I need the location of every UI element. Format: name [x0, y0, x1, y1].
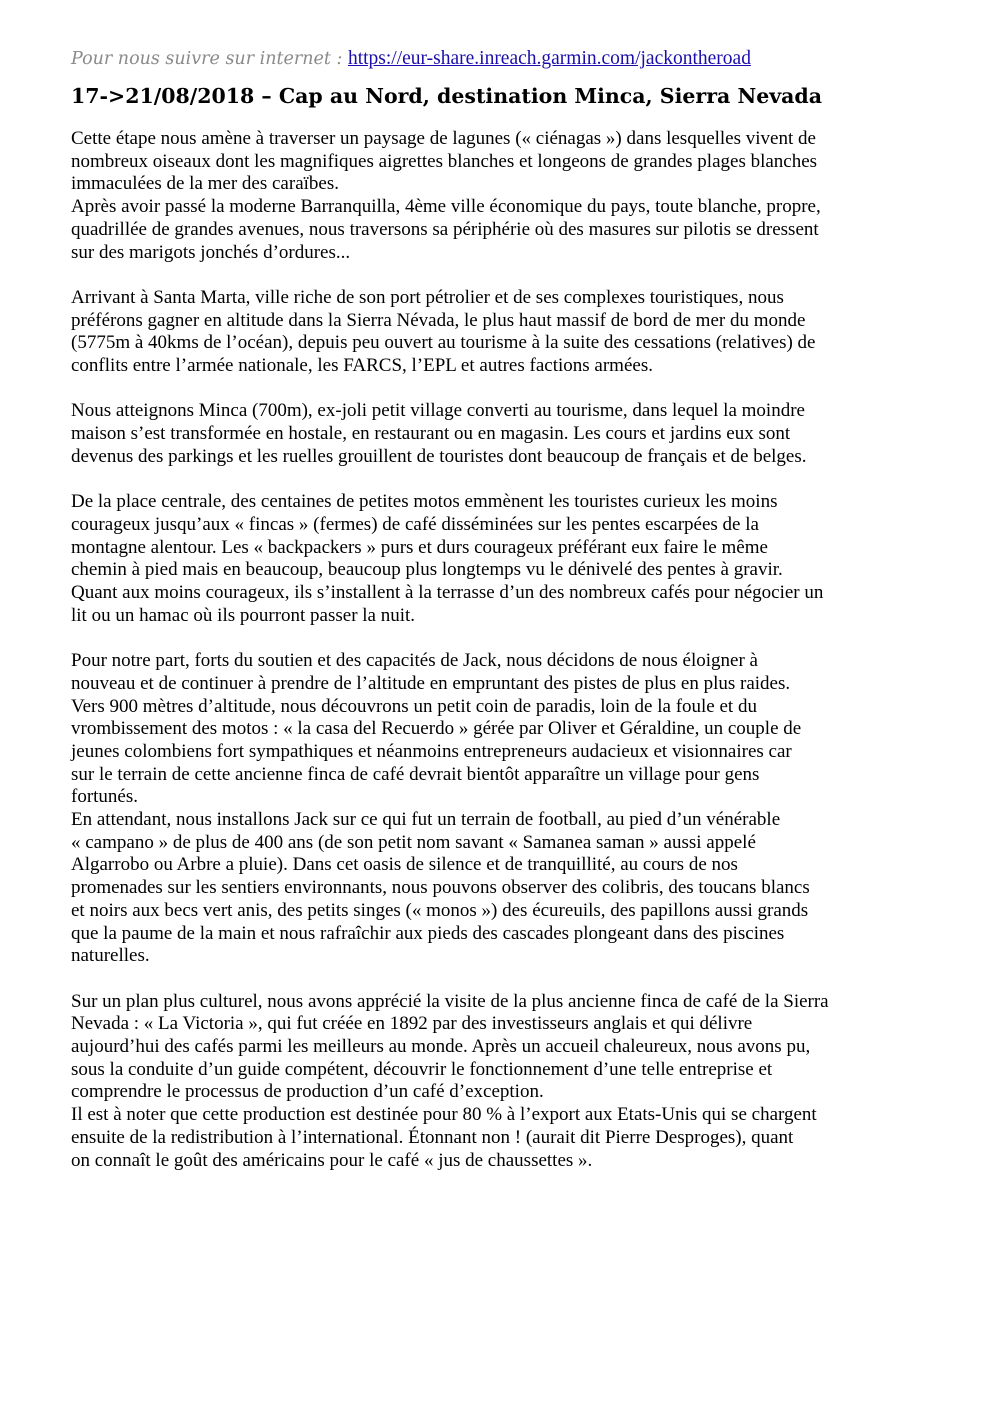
paragraph	[71, 491, 951, 627]
text-line: quadrillée de grandes avenues, nous traversons sa périphérie où des masures sur pilotis se dressent	[71, 218, 819, 240]
text-line: De la place centrale, des centaines de petites motos emmènent les touristes curieux les moins	[71, 491, 778, 513]
text-line: et noirs aux becs vert anis, des petits singes (« monos ») des écureuils, des papillons aussi grands	[71, 899, 809, 921]
text-line: on connaît le goût des américains pour le café « jus de chaussettes ».	[71, 1149, 593, 1171]
paragraph	[71, 991, 951, 1173]
text-line: chemin à pied mais en beaucoup, beaucoup plus longtemps vu le dénivelé des pentes à gravir.	[71, 559, 783, 581]
text-line: Nous atteignons Minca (700m), ex-joli petit village converti au tourisme, dans lequel la moindre	[71, 400, 805, 422]
text-line: Quant aux moins courageux, ils s’installent à la terrasse d’un des nombreux cafés pour négocier un	[71, 582, 824, 604]
article-body	[71, 128, 951, 1172]
text-line: Pour notre part, forts du soutien et des capacités de Jack, nous décidons de nous éloigner à	[71, 650, 758, 672]
text-line: Sur un plan plus culturel, nous avons apprécié la visite de la plus ancienne finca de café de la Sierra	[71, 990, 829, 1012]
text-line: devenus des parkings et les ruelles grouillent de touristes dont beaucoup de français et de belges.	[71, 445, 807, 467]
text-line: que la paume de la main et nous rafraîchir aux pieds des cascades plongeant dans des piscines	[71, 922, 785, 944]
text-line: nombreux oiseaux dont les magnifiques aigrettes blanches et longeons de grandes plages blanches	[71, 150, 818, 172]
text-line: vrombissement des motos : « la casa del Recuerdo » gérée par Oliver et Géraldine, un couple de	[71, 718, 802, 740]
page-title: 17->21/08/2018 – Cap au Nord, destination Minca, Sierra Nevada	[71, 84, 823, 108]
paragraph	[71, 650, 951, 968]
follow-line	[71, 46, 951, 72]
text-line: maison s’est transformée en hostale, en restaurant ou en magasin. Les cours et jardins eux sont	[71, 423, 791, 445]
text-line: Vers 900 mètres d’altitude, nous découvrons un petit coin de paradis, loin de la foule et du	[71, 695, 757, 717]
text-line: En attendant, nous installons Jack sur ce qui fut un terrain de football, au pied d’un vénérable	[71, 809, 781, 831]
text-line: « campano » de plus de 400 ans (de son petit nom savant « Samanea saman » aussi appelé	[71, 831, 756, 853]
text-line: sur des marigots jonchés d’ordures...	[71, 241, 351, 263]
paragraph	[71, 400, 951, 468]
text-line: Après avoir passé la moderne Barranquilla, 4ème ville économique du pays, toute blanche, propre,	[71, 196, 821, 218]
paragraph	[71, 128, 951, 264]
text-line: sur le terrain de cette ancienne finca de café devrait bientôt apparaître un village pour gens	[71, 763, 760, 785]
text-line: promenades sur les sentiers environnants, nous pouvons observer des colibris, des toucans blancs	[71, 877, 810, 899]
text-line: conflits entre l’armée nationale, les FARCS, l’EPL et autres factions armées.	[71, 355, 653, 377]
text-line: Nevada : « La Victoria », qui fut créée en 1892 par des investisseurs anglais et qui délivre	[71, 1013, 753, 1035]
text-line: Algarrobo ou Arbre a pluie). Dans cet oasis de silence et de tranquillité, au cours de nos	[71, 854, 738, 876]
text-line: sous la conduite d’un guide compétent, découvrir le fonctionnement d’une telle entreprise et	[71, 1058, 773, 1080]
text-line: montagne alentour. Les « backpackers » purs et durs courageux préférant eux faire le même	[71, 536, 768, 558]
follow-label: Pour nous suivre sur internet :	[71, 49, 343, 69]
text-line: immaculées de la mer des caraïbes.	[71, 173, 339, 195]
text-line: fortunés.	[71, 786, 139, 808]
text-line: Cette étape nous amène à traverser un paysage de lagunes (« ciénagas ») dans lesquelles vivent de	[71, 128, 816, 149]
text-line: comprendre le processus de production d’un café d’exception.	[71, 1081, 544, 1103]
text-line: (5775m à 40kms de l’océan), depuis peu ouvert au tourisme à la suite des cessations (relatives) de	[71, 332, 816, 354]
text-line: naturelles.	[71, 945, 150, 967]
text-line: nouveau et de continuer à prendre de l’altitude en empruntant des pistes de plus en plus raides.	[71, 672, 791, 694]
text-line: ensuite de la redistribution à l’international. Étonnant non ! (aurait dit Pierre Desproges), quant	[71, 1126, 794, 1148]
text-line: Il est à noter que cette production est destinée pour 80 % à l’export aux Etats-Unis qui se chargent	[71, 1104, 817, 1126]
text-line: aujourd’hui des cafés parmi les meilleurs au monde. Après un accueil chaleureux, nous avons pu,	[71, 1036, 811, 1058]
text-line: jeunes colombiens fort sympathiques et néanmoins entrepreneurs audacieux et visionnaires car	[71, 740, 792, 762]
text-line: lit ou un hamac où ils pourront passer la nuit.	[71, 604, 416, 626]
text-line: préférons gagner en altitude dans la Sierra Névada, le plus haut massif de bord de mer du monde	[71, 309, 806, 331]
paragraph	[71, 287, 951, 378]
tracking-link[interactable]: https://eur-share.inreach.garmin.com/jackontheroad	[347, 48, 751, 69]
text-line: Arrivant à Santa Marta, ville riche de son port pétrolier et de ses complexes touristiques, nous	[71, 286, 784, 308]
document-page	[71, 46, 951, 1195]
text-line: courageux jusqu’aux « fincas » (fermes) de café disséminées sur les pentes escarpées de la	[71, 513, 759, 535]
